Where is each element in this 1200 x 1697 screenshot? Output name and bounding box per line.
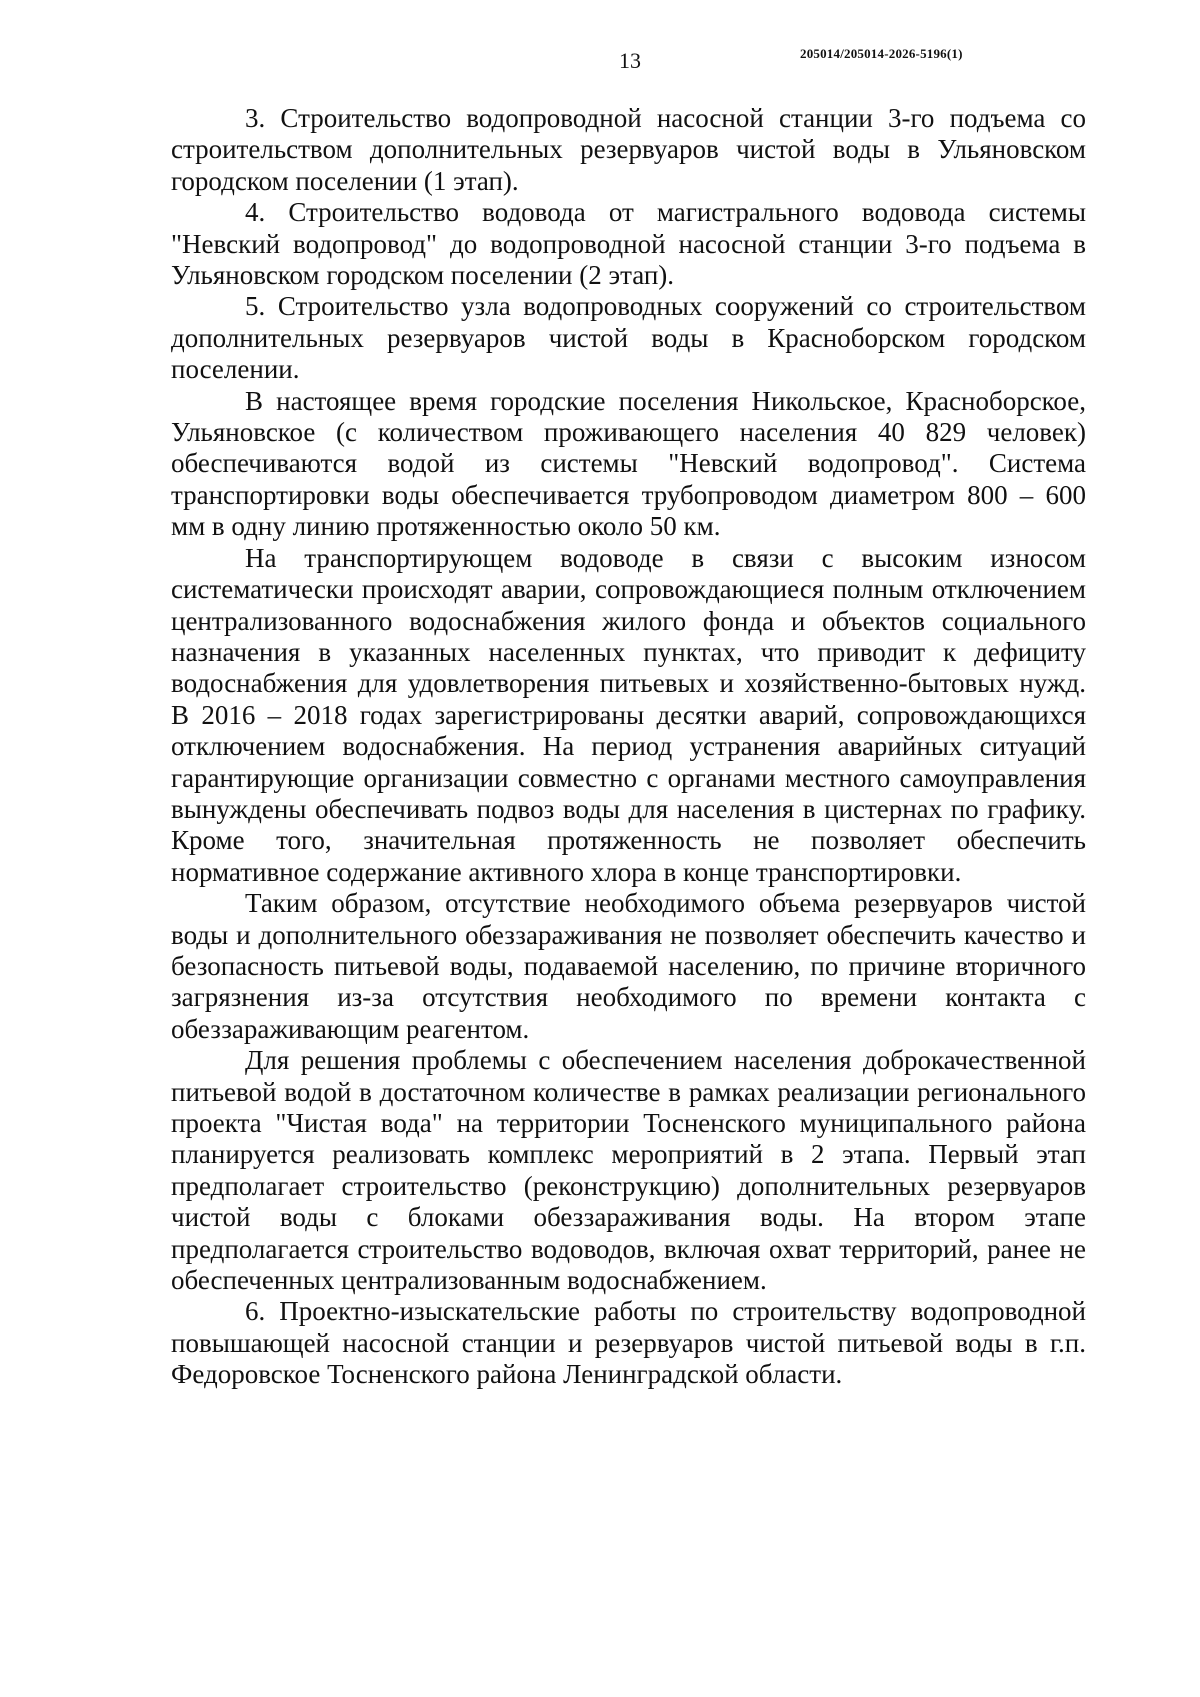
paragraph-item-3: 3. Строительство водопроводной насосной станции 3-го подъема со строительством дополнительных резервуаров чистой воды в Ульяновском городском поселении (1 этап). xyxy=(171,103,1086,196)
paragraph-item-6: 6. Проектно-изыскательские работы по строительству водопроводной повышающей насосной станции и резервуаров чистой питьевой воды в г.п. Федоровское Тосненского района Ленинградской области. xyxy=(171,1296,1086,1390)
document-body xyxy=(171,103,1086,1391)
paragraph-current-supply: В настоящее время городские поселения Никольское, Красноборское, Ульяновское (с количеством проживающего населения 40 829 человек) обеспечиваются водой из системы "Невский водопровод". Система транспортировки воды обеспечивается трубопроводом диаметром 800 – 600 мм в одну линию протяженностью около 50 км. xyxy=(171,385,1086,542)
paragraph-accidents: На транспортирующем водоводе в связи с высоким износом систематически происходят аварии, сопровождающиеся полным отключением централизованного водоснабжения жилого фонда и объектов социального назначения в указанных населенных пунктах, что приводит к дефициту водоснабжения для удовлетворения питьевых и хозяйственно-бытовых нужд. В 2016 – 2018 годах зарегистрированы десятки аварий, сопровождающихся отключением водоснабжения. На период устранения аварийных ситуаций гарантирующие организации совместно с органами местного самоуправления вынуждены обеспечивать подвоз воды для населения в цистернах по графику. Кроме того, значительная протяженность не позволяет обеспечить нормативное содержание активного хлора в конце транспортировки. xyxy=(171,542,1086,887)
paragraph-solution: Для решения проблемы с обеспечением населения доброкачественной питьевой водой в достаточном количестве в рамках реализации регионального проекта "Чистая вода" на территории Тосненского муниципального района планируется реализовать комплекс мероприятий в 2 этапа. Первый этап предполагает строительство (реконструкцию) дополнительных резервуаров чистой воды с блоками обеззараживания воды. На втором этапе предполагается строительство водоводов, включая охват территорий, ранее не обеспеченных централизованным водоснабжением. xyxy=(171,1045,1086,1296)
document-id: 205014/205014-2026-5196(1) xyxy=(800,46,963,61)
paragraph-item-5: 5. Строительство узла водопроводных сооружений со строительством дополнительных резервуаров чистой воды в Красноборском городском поселении. xyxy=(171,291,1086,385)
paragraph-conclusion: Таким образом, отсутствие необходимого объема резервуаров чистой воды и дополнительного обеззараживания не позволяет обеспечить качество и безопасность питьевой воды, подаваемой населению, по причине вторичного загрязнения из-за отсутствия необходимого по времени контакта с обеззараживающим реагентом. xyxy=(171,888,1086,1044)
page-number: 13 xyxy=(619,48,641,73)
paragraph-item-4: 4. Строительство водовода от магистрального водовода системы "Невский водопровод" до водопроводной насосной станции 3-го подъема в Ульяновском городском поселении (2 этап). xyxy=(171,197,1086,291)
